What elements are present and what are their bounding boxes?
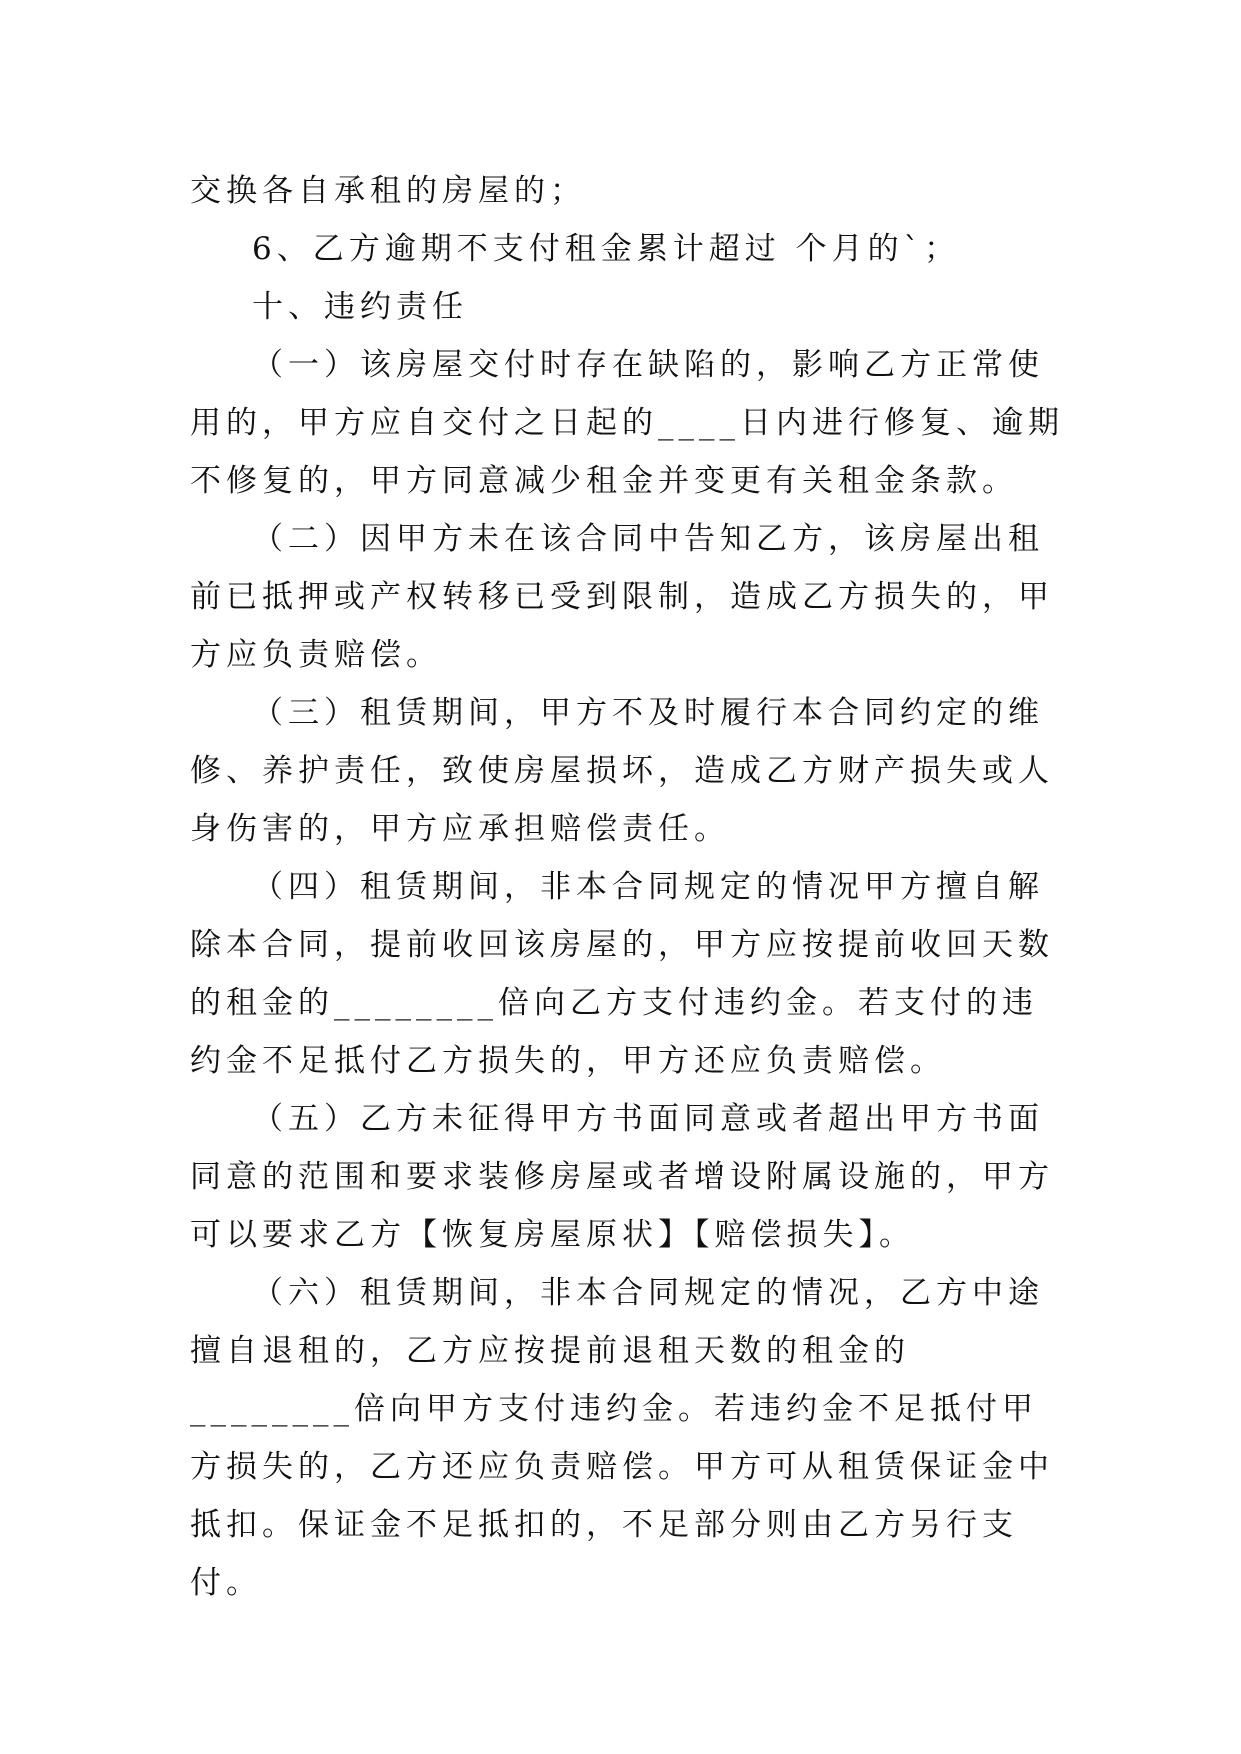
paragraph-item-6: 6、乙方逾期不支付租金累计超过 个月的`； — [252, 231, 961, 267]
paragraph-clause-5: （五）乙方未征得甲方书面同意或者超出甲方书面同意的范围和要求装修房屋或者增设附属设施的，甲方可以要求乙方【恢复房屋原状】【赔偿损失】。 — [190, 1101, 1054, 1253]
paragraph-continuation: 交换各自承租的房屋的； — [190, 173, 586, 209]
paragraph-clause-4: （四）租赁期间，非本合同规定的情况甲方擅自解除本合同，提前收回该房屋的，甲方应按提前收回天数的租金的________倍向乙方支付违约金。若支付的违约金不足抵付乙方损失的，甲方还应负责赔偿。 — [190, 869, 1054, 1079]
document-body — [190, 162, 1070, 1612]
paragraph-clause-6: （六）租赁期间，非本合同规定的情况，乙方中途擅自退租的，乙方应按提前退租天数的租金的________倍向甲方支付违约金。若违约金不足抵付甲方损失的，乙方还应负责赔偿。甲方可从租赁保证金中抵扣。保证金不足抵扣的，不足部分则由乙方另行支付。 — [190, 1275, 1054, 1601]
paragraph-clause-2: （二）因甲方未在该合同中告知乙方，该房屋出租前已抵押或产权转移已受到限制，造成乙方损失的，甲方应负责赔偿。 — [190, 521, 1054, 673]
paragraph-clause-1: （一）该房屋交付时存在缺陷的，影响乙方正常使用的，甲方应自交付之日起的____日内进行修复、逾期不修复的，甲方同意减少租金并变更有关租金条款。 — [190, 347, 1064, 499]
paragraph-clause-3: （三）租赁期间，甲方不及时履行本合同约定的维修、养护责任，致使房屋损坏，造成乙方财产损失或人身伤害的，甲方应承担赔偿责任。 — [190, 695, 1054, 847]
section-heading-breach-liability: 十、违约责任 — [252, 289, 468, 325]
